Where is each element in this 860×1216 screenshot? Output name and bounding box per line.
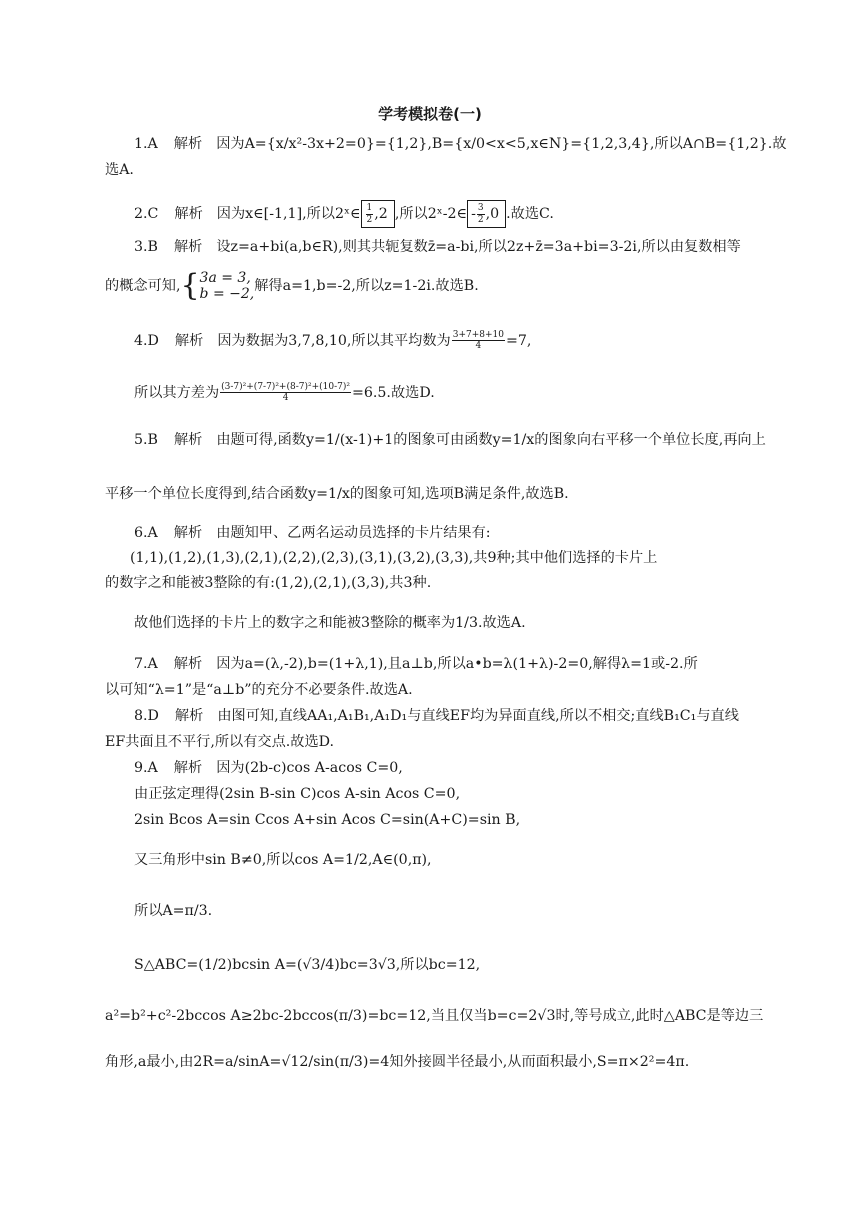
q9-line-7: a²=b²+c²-2bccos A≥2bc-2bccos(π/3)=bc=12,当且仅当b=c=2√3时,等号成立,此时△ABC是等边三: [105, 1008, 764, 1024]
q4-line-2: [134, 382, 435, 404]
q2-label: 解析: [174, 206, 203, 222]
q2-frac-1: $\frac{1}{2}$: [366, 203, 373, 225]
q2-bracket-2: - $\frac{3}{2}$ ,0: [467, 200, 502, 228]
q3-equation-system: { 3a = 3, b = −2,: [180, 268, 255, 304]
q5-answer: 5.B: [134, 432, 158, 448]
q7-line-1: [134, 657, 698, 671]
q4-line-1: [134, 330, 531, 352]
q6-label: 解析: [173, 525, 203, 541]
q3-answer: 3.B: [134, 239, 158, 255]
q3-text-pre: 的概念可知,: [105, 278, 181, 295]
q5-line-2: 平移一个单位长度得到,结合函数y=1/x的图象可知,选项B满足条件,故选B.: [105, 486, 569, 502]
q1-text-1: 因为A={x/x²-3x+2=0}={1,2},B={x/0<x<5,x∈N}={1,2,3,4},所以A∩B={1,2}.故: [216, 136, 787, 152]
q6-answer: 6.A: [134, 525, 158, 541]
q2-answer: 2.C: [134, 206, 159, 222]
q8-text-1: 由图可知,直线AA₁,A₁B₁,A₁D₁与直线EF均为异面直线,所以不相交;直线B₁C₁与直线: [217, 708, 739, 724]
q5-label: 解析: [173, 432, 203, 448]
q4-var-frac: $\frac{\text{(3-7)²+(7-7)²+(8-7)²+(10-7)²}}{4}$: [221, 382, 350, 404]
q2-text-mid: ,所以2ˣ-2∈: [394, 206, 468, 222]
q7-label: 解析: [173, 656, 203, 672]
q2-frac-2: $\frac{3}{2}$: [477, 203, 484, 225]
q8-line-2: EF共面且不平行,所以有交点.故选D.: [105, 734, 335, 750]
q2-text-post: .故选C.: [506, 206, 554, 222]
q6-line-3: 的数字之和能被3整除的有:(1,2),(2,1),(3,3),共3种.: [105, 575, 432, 591]
q8-answer: 8.D: [134, 708, 159, 724]
q3-label: 解析: [173, 239, 203, 255]
q3-text-1: 设z=a+bi(a,b∈R),则其共轭复数z̄=a-bi,所以2z+z̄=3a+bi=3-2i,所以由复数相等: [216, 239, 741, 255]
q2-line: [134, 200, 554, 228]
q9-line-3: 2sin Bcos A=sin Ccos A+sin Acos C=sin(A+C)=sin B,: [134, 812, 521, 828]
q9-line-8: 角形,a最小,由2R=a/sinA=√12/sin(π/3)=4知外接圆半径最小,从而面积最小,S=π×2²=4π.: [105, 1054, 690, 1070]
q9-line-1: [134, 761, 403, 775]
q4-mean-frac: $\frac{3+7+8+10}{4}$: [452, 330, 505, 352]
q9-label: 解析: [173, 760, 203, 776]
q9-line-2: 由正弦定理得(2sin B-sin C)cos A-sin Acos C=0,: [134, 786, 461, 802]
q9-answer: 9.A: [134, 760, 158, 776]
q2-text-pre: 因为x∈[-1,1],所以2ˣ∈: [216, 206, 361, 222]
q7-text-1: 因为a=(λ,-2),b=(1+λ,1),且a⊥b,所以a•b=λ(1+λ)-2=0,解得λ=1或-2.所: [216, 656, 698, 672]
q6-line-1: [134, 526, 491, 540]
q6-line-4: 故他们选择的卡片上的数字之和能被3整除的概率为1/3.故选A.: [134, 615, 526, 631]
q1-line-1: [134, 137, 787, 151]
q3-line-1: [134, 240, 741, 254]
q3-line-2: [105, 270, 479, 302]
q4-label: 解析: [174, 332, 204, 349]
q7-answer: 7.A: [134, 656, 158, 672]
q6-text-1: 由题知甲、乙两名运动员选择的卡片结果有:: [216, 525, 491, 541]
q3-text-post: 解得a=1,b=-2,所以z=1-2i.故选B.: [254, 278, 479, 295]
q9-line-5: 所以A=π/3.: [134, 903, 213, 919]
q7-line-2: 以可知“λ=1”是“a⊥b”的充分不必要条件.故选A.: [105, 682, 413, 698]
q1-label: 解析: [173, 136, 203, 152]
q6-line-2: (1,1),(1,2),(1,3),(2,1),(2,2),(2,3),(3,1),(3,2),(3,3),共9种;其中他们选择的卡片上: [130, 550, 658, 566]
q4-mean-val: =7,: [506, 332, 532, 349]
q4-text-pre: 因为数据为3,7,8,10,所以其平均数为: [217, 332, 451, 349]
q5-text-1: 由题可得,函数y=1/(x-1)+1的图象可由函数y=1/x的图象向右平移一个单位长度,再向上: [216, 432, 766, 448]
q4-var-pre: 所以其方差为: [134, 384, 220, 401]
q9-line-4: 又三角形中sin B≠0,所以cos A=1/2,A∈(0,π),: [134, 852, 432, 868]
q9-line-6: S△ABC=(1/2)bcsin A=(√3/4)bc=3√3,所以bc=12,: [134, 957, 481, 973]
q2-bracket-1: $\frac{1}{2}$ ,2: [361, 200, 391, 228]
q1-answer: 1.A: [134, 136, 158, 152]
q5-line-1: [134, 433, 766, 447]
q4-answer: 4.D: [134, 332, 159, 349]
q8-line-1: [134, 709, 739, 723]
page-title: 学考模拟卷(一): [378, 105, 482, 123]
q8-label: 解析: [174, 708, 204, 724]
q1-line-2: 选A.: [105, 162, 134, 178]
q4-var-post: =6.5.故选D.: [351, 384, 435, 401]
q9-text-1: 因为(2b-c)cos A-acos C=0,: [216, 760, 403, 776]
